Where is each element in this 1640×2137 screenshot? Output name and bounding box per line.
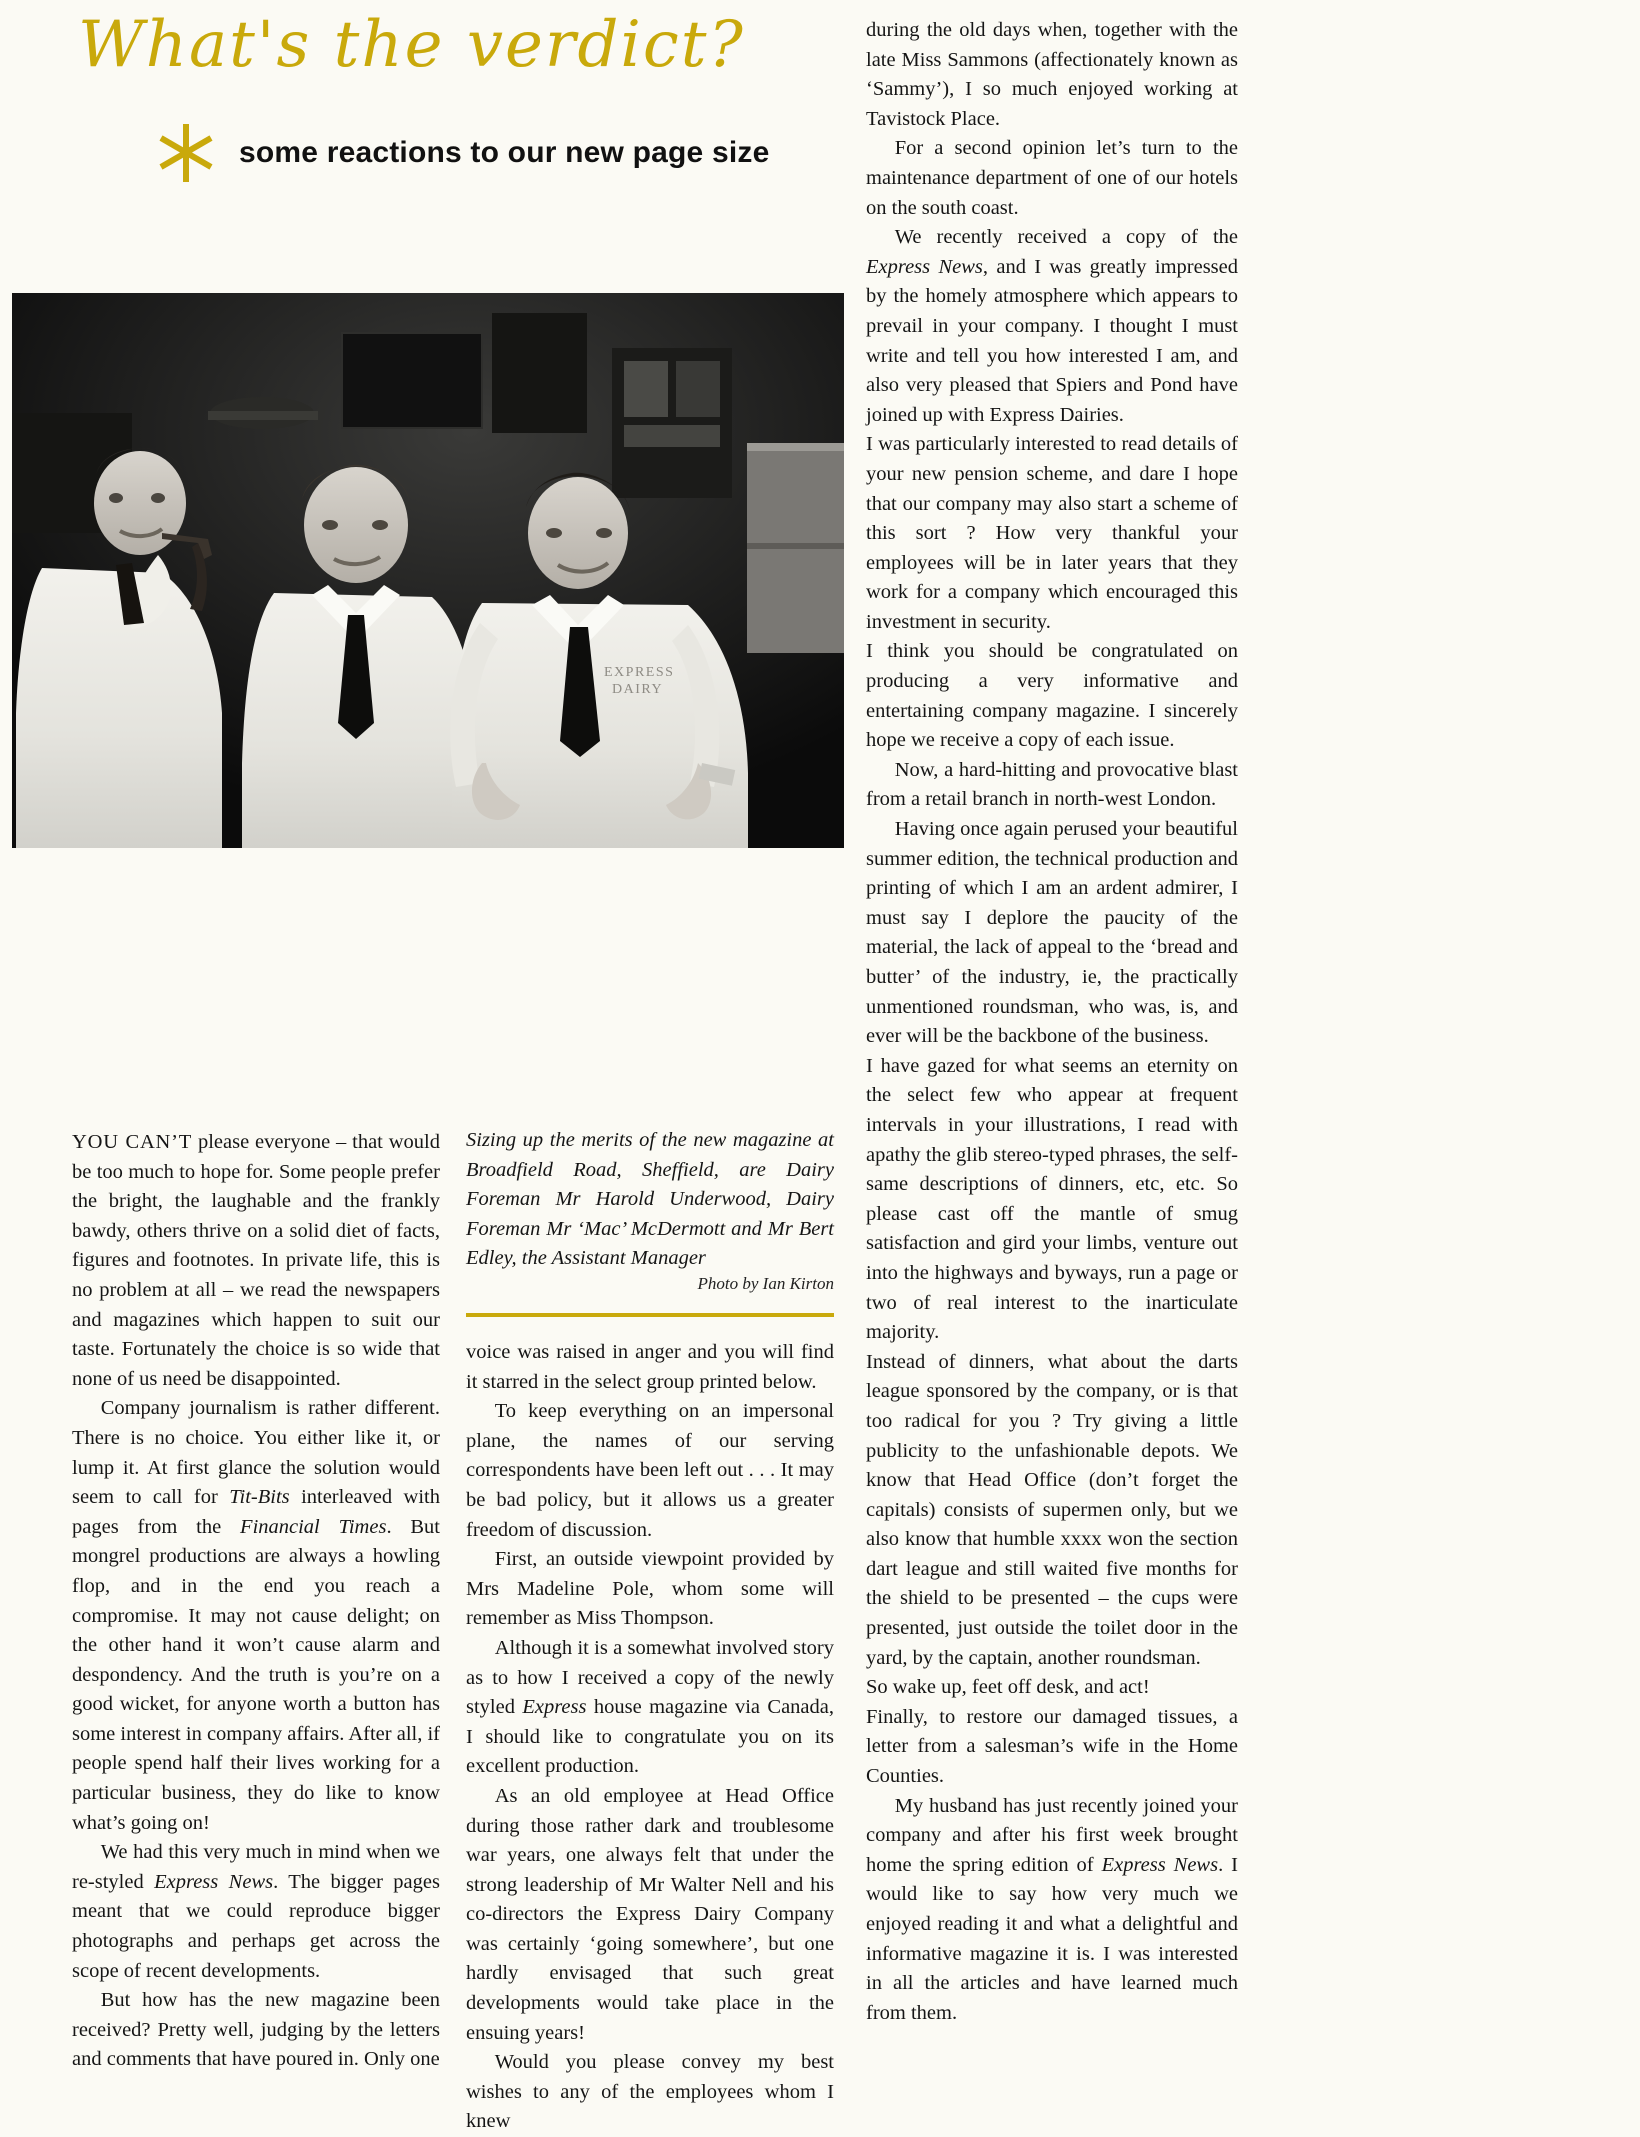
paragraph: We recently received a copy of the Express News, and I was greatly impressed by the homely atmosphere which appears to prevail in your company. I thought I must write and tell you how interested I am, and also very pleased that Spiers and Pond have joined up with Express Dairies.	[866, 226, 1239, 426]
photo-badge-express: EXPRESS	[604, 665, 675, 680]
main-photograph	[12, 293, 844, 848]
paragraph: Now, a hard-hitting and provocative blast from a retail branch in north-west London.	[866, 758, 1238, 811]
photo-caption: Sizing up the merits of the new magazine at Broadfield Road, Sheffield, are Dairy Foreman Mr Harold Underwood, Dairy Foreman Mr ‘Mac’ McDermott and Mr Bert Edley, the Assistant Manager	[466, 1129, 834, 1270]
paragraph: I think you should be congratulated on producing a very informative and entertaining company magazine. I sincerely hope we receive a copy of each issue.	[866, 640, 1238, 752]
opening-smallcaps: YOU CAN’T	[72, 1131, 193, 1153]
paragraph: For a second opinion let’s turn to the maintenance department of one of our hotels on the south coast.	[866, 137, 1238, 219]
italic-title: Express	[522, 1696, 587, 1719]
column-right	[866, 16, 1238, 2028]
italic-title: Express News	[1101, 1853, 1219, 1876]
paragraph: Would you please convey my best wishes to any of the employees whom I knew	[466, 2051, 834, 2133]
italic-title: Tit-Bits	[229, 1486, 290, 1509]
subtitle-row	[155, 122, 769, 184]
photo-badge-dairy: DAIRY	[612, 682, 664, 697]
starburst-asterisk-icon	[155, 122, 217, 184]
page-subtitle: some reactions to our new page size	[239, 136, 770, 169]
paragraph: Although it is a somewhat involved story as to how I received a copy of the newly styled Express house magazine via Canada, I should like to congratulate you on its excellent production.	[466, 1636, 834, 1778]
paragraph: We had this very much in mind when we re-styled Express News. The bigger pages meant that we could reproduce bigger photographs and perhaps get across the scope of recent developments.	[72, 1841, 440, 1982]
paragraph: First, an outside viewpoint provided by Mrs Madeline Pole, whom some will remember as Miss Thompson.	[466, 1548, 834, 1630]
paragraph: I was particularly interested to read details of your new pension scheme, and dare I hope that our company may also start a scheme of this sort ? How very thankful your employees will be in later years that they work for a company which encouraged this investment in security.	[866, 433, 1238, 633]
column-left	[72, 1128, 440, 2075]
paragraph: Finally, to restore our damaged tissues, a letter from a salesman’s wife in the Home Counties.	[866, 1705, 1238, 1788]
paragraph: So wake up, feet off desk, and act!	[866, 1676, 1150, 1699]
page-title: What's the verdict?	[78, 8, 745, 82]
paragraph: My husband has just recently joined your company and after his first week brought home the spring edition of Express News. I would like to say how very much we enjoyed reading it and what a delightful and informative magazine it is. I was interested in all the articles and have learned much from them.	[866, 1794, 1238, 2024]
paragraph: voice was raised in anger and you will find it starred in the select group printed below.	[466, 1341, 834, 1393]
paragraph: during the old days when, together with the late Miss Sammons (affectionately known as ‘Sammy’), I so much enjoyed working at Tavistock Place.	[866, 19, 1238, 130]
paragraph	[72, 1128, 440, 1394]
paragraph-text: please everyone – that would be too much to hope for. Some people prefer the bright, the laughable and the frankly bawdy, others thrive on a solid diet of facts, figures and footnotes. In private life, this is no problem at all – we read the newspapers and magazines which happen to suit our taste. Fortunately the choice is so wide that none of us need be disappointed.	[72, 1131, 440, 1390]
italic-title: Express News	[154, 1870, 274, 1893]
italic-title: Financial Times	[240, 1515, 387, 1538]
paragraph: Having once again perused your beautiful summer edition, the technical production and printing of which I am an ardent admirer, I must say I deplore the paucity of the material, the lack of appeal to the ‘bread and butter’ of the industry, ie, the practically unmentioned roundsman, who was, is, and ever will be the backbone of the business.	[866, 818, 1238, 1048]
column-middle	[466, 1338, 834, 2137]
italic-title: Express News	[866, 255, 983, 278]
gold-divider-rule	[466, 1313, 834, 1317]
paragraph: But how has the new magazine been received? Pretty well, judging by the letters and comments that have poured in. Only one	[72, 1989, 440, 2071]
photo-credit: Photo by Ian Kirton	[697, 1274, 834, 1293]
paragraph: Instead of dinners, what about the darts league sponsored by the company, or is that too radical for you ? Try giving a little publicity to the unfashionable depots. We know that Head Office (don’t forget the capitals) consists of supermen only, but we also know that humble xxxx won the section dart league and still waited five months for the shield to be presented – the cups were presented, just outside the toilet door in the yard, by the captain, another roundsman.	[866, 1350, 1238, 1669]
paragraph: To keep everything on an impersonal plane, the names of our serving correspondents have been left out . . . It may be bad policy, but it allows us a greater freedom of discussion.	[466, 1400, 834, 1541]
paragraph: Company journalism is rather different. There is no choice. You either like it, or lump it. At first glance the solution would seem to call for Tit-Bits interleaved with pages from the Financial Times. But mongrel productions are always a howling flop, and in the end you reach a compromise. It may not cause delight; on the other hand it won’t cause alarm and despondency. And the truth is you’re on a good wicket, for anyone worth a button has some interest in company affairs. After all, if people spend half their lives working for a particular business, they do like to know what’s going on!	[72, 1397, 441, 1834]
paragraph: As an old employee at Head Office during those rather dark and troublesome war years, one always felt that under the strong leadership of Mr Walter Nell and his co-directors the Express Dairy Company was certainly ‘going somewhere’, but one hardly envisaged that such great developments would take place in the ensuing years!	[466, 1784, 834, 2044]
masthead	[0, 0, 860, 205]
paragraph: I have gazed for what seems an eternity on the select few who appear at frequent intervals in your illustrations, I read with apathy the glib stereo-typed phrases, the self-same descriptions of dinners, etc, etc. So please cast off the mantle of smug satisfaction and gird your limbs, venture out into the highways and byways, run a page or two of real interest to the inarticulate majority.	[866, 1054, 1238, 1344]
